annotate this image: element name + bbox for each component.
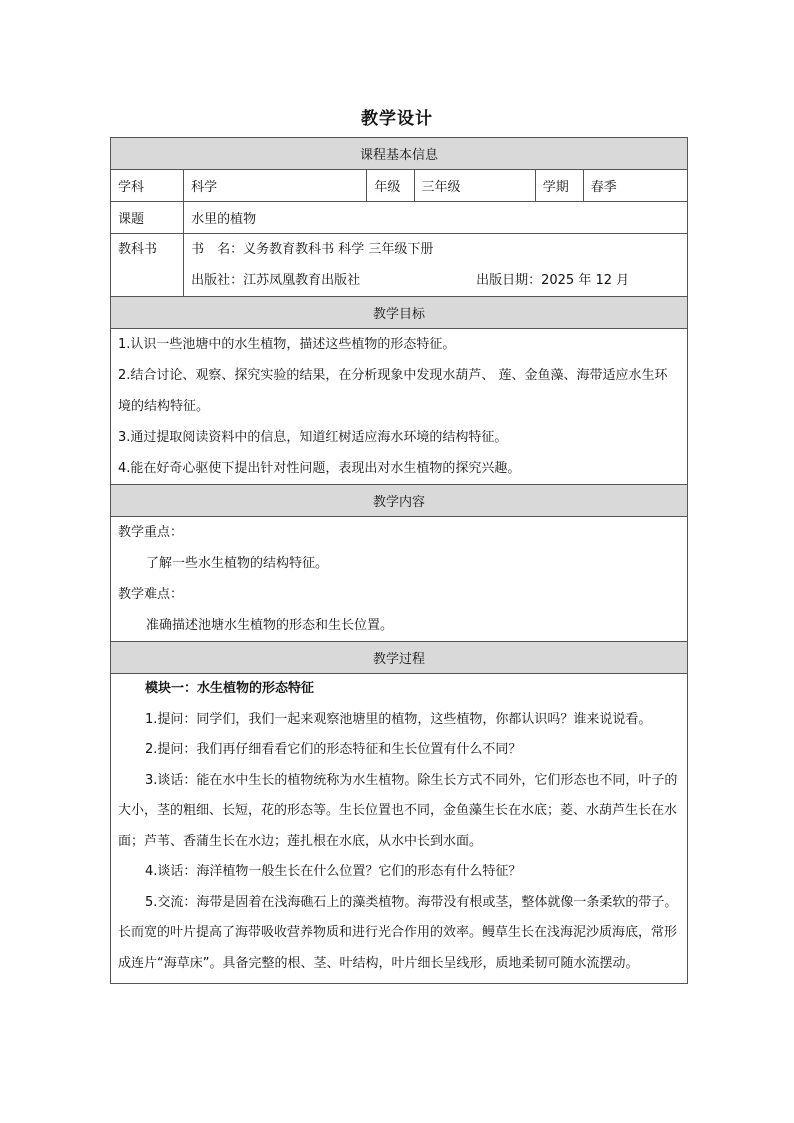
objective-item: 2.结合讨论、观察、探究实验的结果，在分析现象中发现水葫芦、 莲、金鱼藻、海带适应水生环境的结构特征。 (118, 368, 668, 414)
process-step: 2.提问：我们再仔细看看它们的形态特征和生长位置有什么不同？ (145, 742, 522, 757)
lesson-value: 水里的植物 (184, 202, 688, 234)
textbook-label: 教科书 (118, 242, 158, 257)
textbook-info-cell (184, 234, 688, 297)
difficulty-label: 教学难点： (118, 587, 184, 602)
process-row (111, 674, 688, 984)
grade-label: 年级 (367, 170, 414, 202)
grade-value: 三年级 (414, 170, 535, 202)
objectives-cell (111, 329, 688, 485)
process-step: 1.提问：同学们，我们一起来观察池塘里的植物，这些植物，你都认识吗？谁来说说看。 (145, 711, 652, 727)
lesson-plan-table (110, 137, 688, 984)
textbook-label-cell (111, 234, 184, 297)
objectives-row (111, 329, 688, 485)
term-label: 学期 (535, 170, 583, 202)
objective-item: 1.认识一些池塘中的水生植物，描述这些植物的形态特征。 (118, 337, 456, 352)
module-title: 模块一：水生植物的形态特征 (145, 681, 315, 696)
process-step: 4.谈话：海洋植物一般生长在什么位置？它们的形态有什么特征？ (145, 864, 522, 879)
content-row (111, 517, 688, 642)
publish-date: 出版日期：2025 年 12 月 (476, 273, 630, 288)
key-point-text: 了解一些水生植物的结构特征。 (146, 556, 329, 571)
publisher: 出版社：江苏凤凰教育出版社 (191, 273, 361, 288)
objectives-header-row (111, 297, 688, 329)
objective-item: 4.能在好奇心驱使下提出针对性问题，表现出对水生植物的探究兴趣。 (118, 461, 521, 476)
difficulty-text: 准确描述池塘水生植物的形态和生长位置。 (146, 618, 394, 633)
objective-item: 3.通过提取阅读资料中的信息，知道红树适应海水环境的结构特征。 (118, 430, 508, 445)
basic-info-header: 课程基本信息 (111, 138, 688, 170)
content-header: 教学内容 (111, 485, 688, 517)
textbook-row (111, 234, 688, 297)
process-header-row (111, 642, 688, 674)
process-step: 5.交流：海带是固着在浅海礁石上的藻类植物。海带没有根或茎，整体就像一条柔软的带子。长而宽的叶片提高了海带吸收营养物质和进行光合作用的效率。鳗草生长在浅海泥沙质海底，常形成连片“海草床”。具备完整的根、茎、叶结构，叶片细长呈线形，质地柔韧可随水流摆动。 (118, 894, 678, 971)
subject-row (111, 170, 688, 202)
process-header: 教学过程 (111, 642, 688, 674)
objectives-header: 教学目标 (111, 297, 688, 329)
lesson-label: 课题 (111, 202, 184, 234)
basic-info-header-row (111, 138, 688, 170)
process-cell (111, 674, 688, 984)
content-header-row (111, 485, 688, 517)
term-value: 春季 (583, 170, 687, 202)
process-step: 3.谈话：能在水中生长的植物统称为水生植物。除生长方式不同外，它们形态也不同，叶子的大小，茎的粗细、长短，花的形态等。生长位置也不同，金鱼藻生长在水底；菱、水葫芦生长在水面；芦苇、香蒲生长在水边；莲扎根在水底，从水中长到水面。 (118, 772, 678, 849)
subject-label: 学科 (111, 170, 184, 202)
subject-value: 科学 (184, 170, 367, 202)
document-title: 教学设计 (361, 109, 433, 129)
content-cell (111, 517, 688, 642)
book-name: 书 名：义务教育教科书 科学 三年级下册 (191, 242, 434, 257)
publisher-line (191, 265, 680, 296)
key-point-label: 教学重点： (118, 525, 184, 540)
lesson-row (111, 202, 688, 234)
